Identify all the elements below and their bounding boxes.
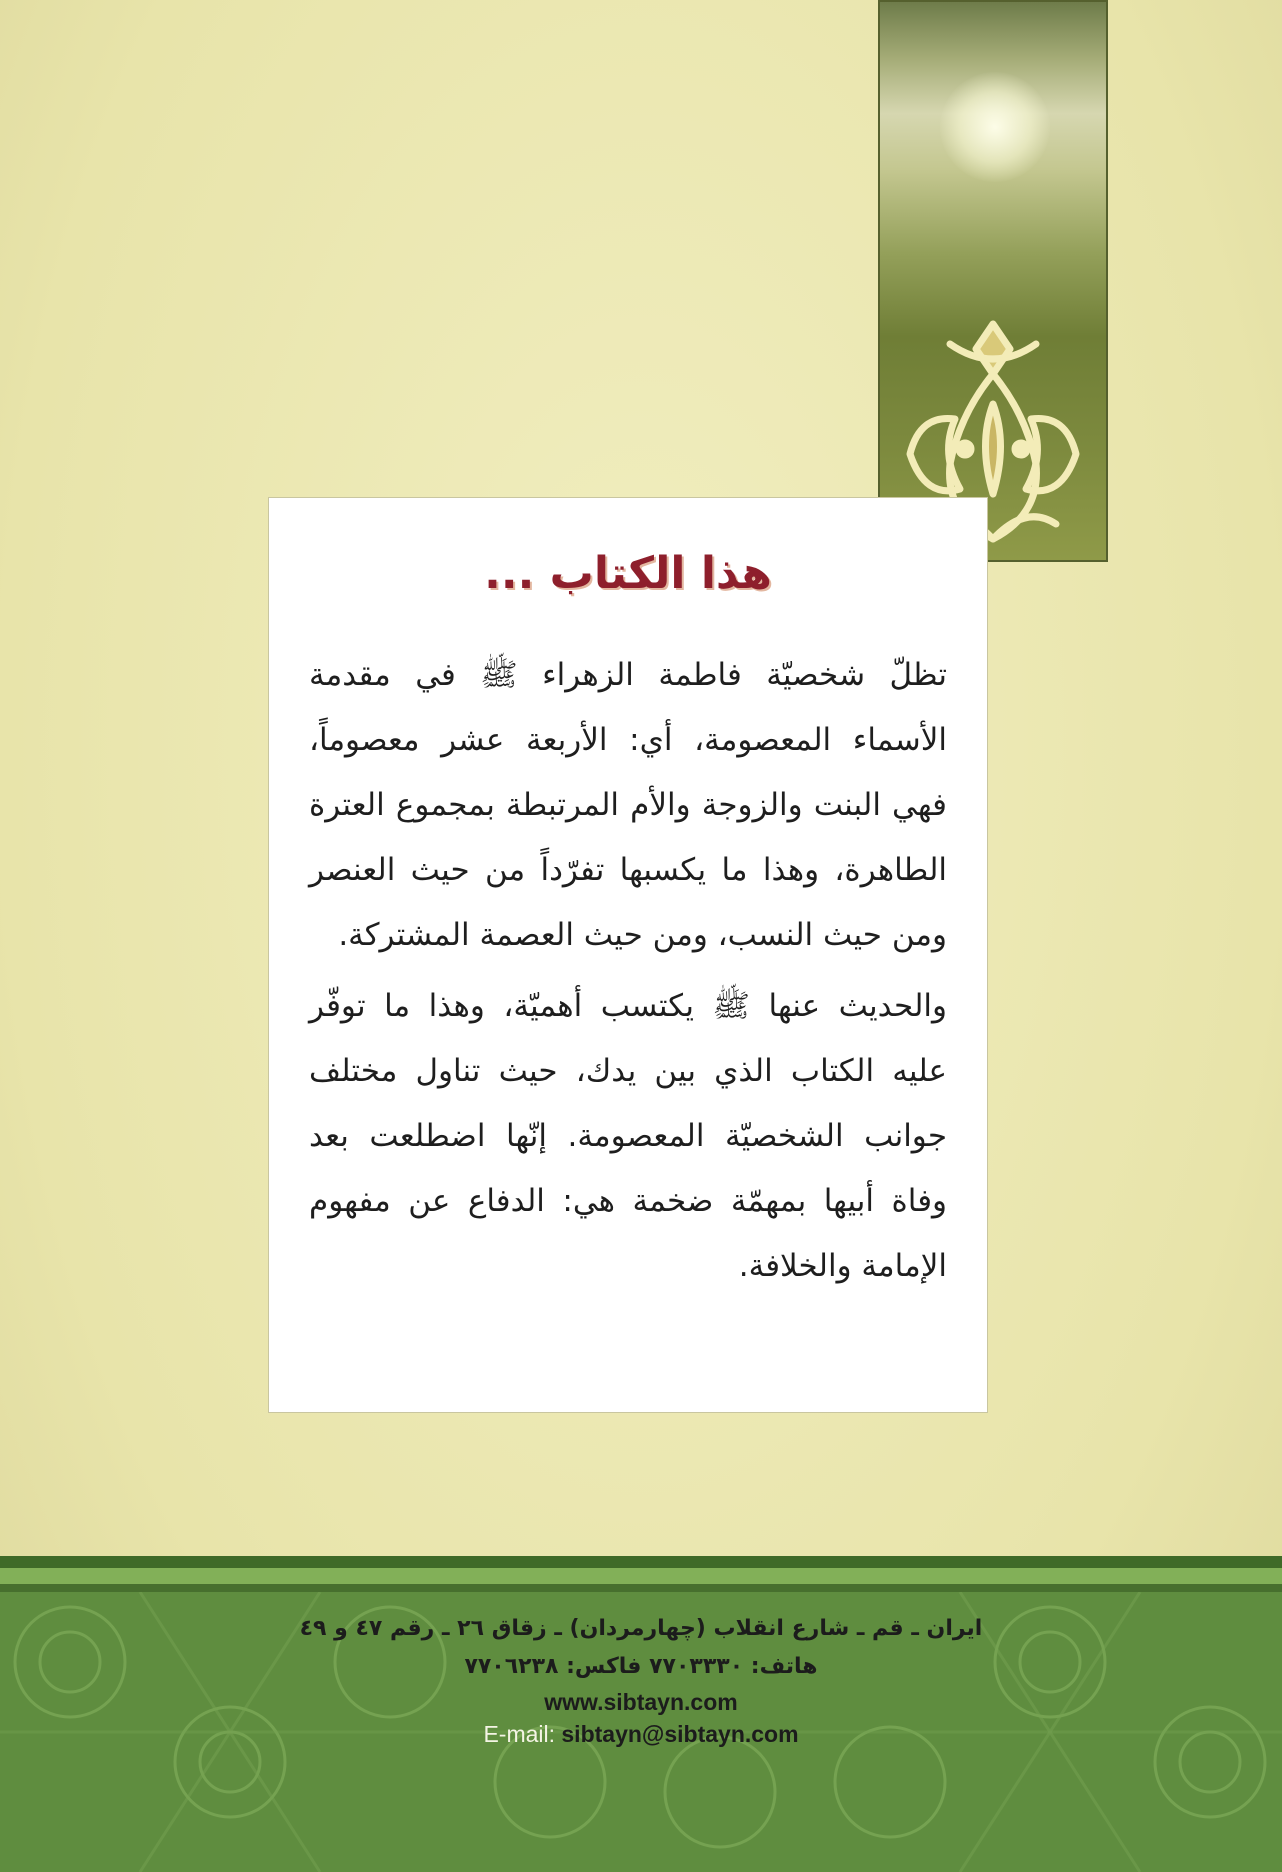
footer-band <box>0 1568 1282 1584</box>
card-paragraph: والحديث عنها ﷺ يكتسب أهميّة، وهذا ما توفّر عليه الكتاب الذي بين يدك، حيث تناول مختلف جوانب الشخصيّة المعصومة. إنّها اضطلعت بعد وفاة أبيها بمهمّة ضخمة هي: الدفاع عن مفهوم الإمامة والخلافة. <box>309 988 947 1284</box>
publisher-footer <box>0 1556 1282 1872</box>
publisher-website: www.sibtayn.com <box>544 1689 738 1715</box>
sky-photo-strip <box>878 0 1108 562</box>
card-paragraph: تظلّ شخصيّة فاطمة الزهراء ﷺ في مقدمة الأسماء المعصومة، أي: الأربعة عشر معصوماً، فهي البنت والزوجة والأم المرتبطة بمجموع العترة الطاهرة، وهذا ما يكسبها تفرّداً من حيث العنصر ومن حيث النسب، ومن حيث العصمة المشتركة. <box>309 657 947 953</box>
sun-glow <box>940 72 1050 182</box>
card-body <box>309 643 947 1305</box>
footer-band <box>0 1584 1282 1592</box>
publisher-email: sibtayn@sibtayn.com <box>561 1721 799 1747</box>
publisher-phone-fax: هاتف: ٧٧٠٣٣٣٠ فاكس: ٧٧٠٦٢٣٨ <box>464 1654 818 1679</box>
email-label: E-mail: <box>483 1721 555 1747</box>
publisher-address: ايران ـ قم ـ شارع انقلاب (چهارمردان) ـ زقاق ٢٦ ـ رقم ٤٧ و ٤٩ <box>299 1616 983 1641</box>
footer-band <box>0 1556 1282 1568</box>
publisher-email-line <box>0 1718 1282 1750</box>
card-title: هذا الكتاب ... <box>484 548 772 599</box>
publisher-contact <box>0 1610 1282 1750</box>
description-card <box>268 497 988 1413</box>
